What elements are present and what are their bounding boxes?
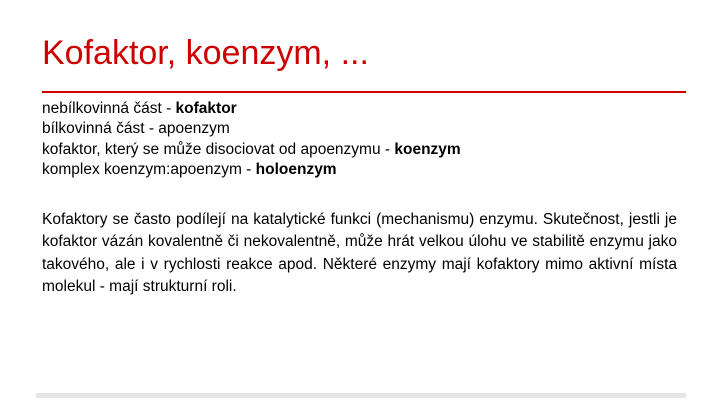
definition-term: holoenzym xyxy=(255,160,337,178)
definition-text: komplex koenzym:apoenzym - xyxy=(42,160,256,178)
definition-term: kofaktor xyxy=(175,100,237,117)
title-underline xyxy=(42,91,686,93)
footer-divider xyxy=(36,393,686,398)
slide-title: Kofaktor, koenzym, ... xyxy=(42,34,369,72)
definition-term: koenzym xyxy=(394,140,461,158)
body-paragraph: Kofaktory se často podílejí na katalytické funkci (mechanismu) enzymu. Skutečnost, jestli je kofaktor vázán kovalentně či nekovalentně, může hrát velkou úlohu ve stabilitě enzymu jako takového, ale i v rychlosti reakce apod. Některé enzymy mají kofaktory mimo aktivní místa molekul - mají strukturní roli. xyxy=(42,211,677,296)
definition-line-apoenzyme xyxy=(42,119,682,139)
definition-line-coenzyme xyxy=(42,140,682,160)
definition-text: kofaktor, který se může disociovat od apoenzymu - xyxy=(42,140,395,158)
definition-line-cofactor xyxy=(42,99,682,119)
definition-line-holoenzyme xyxy=(42,160,682,180)
definition-text: bílkovinná část - apoenzym xyxy=(42,120,230,138)
definition-list xyxy=(42,99,682,180)
definition-text: nebílkovinná část - xyxy=(42,100,176,117)
